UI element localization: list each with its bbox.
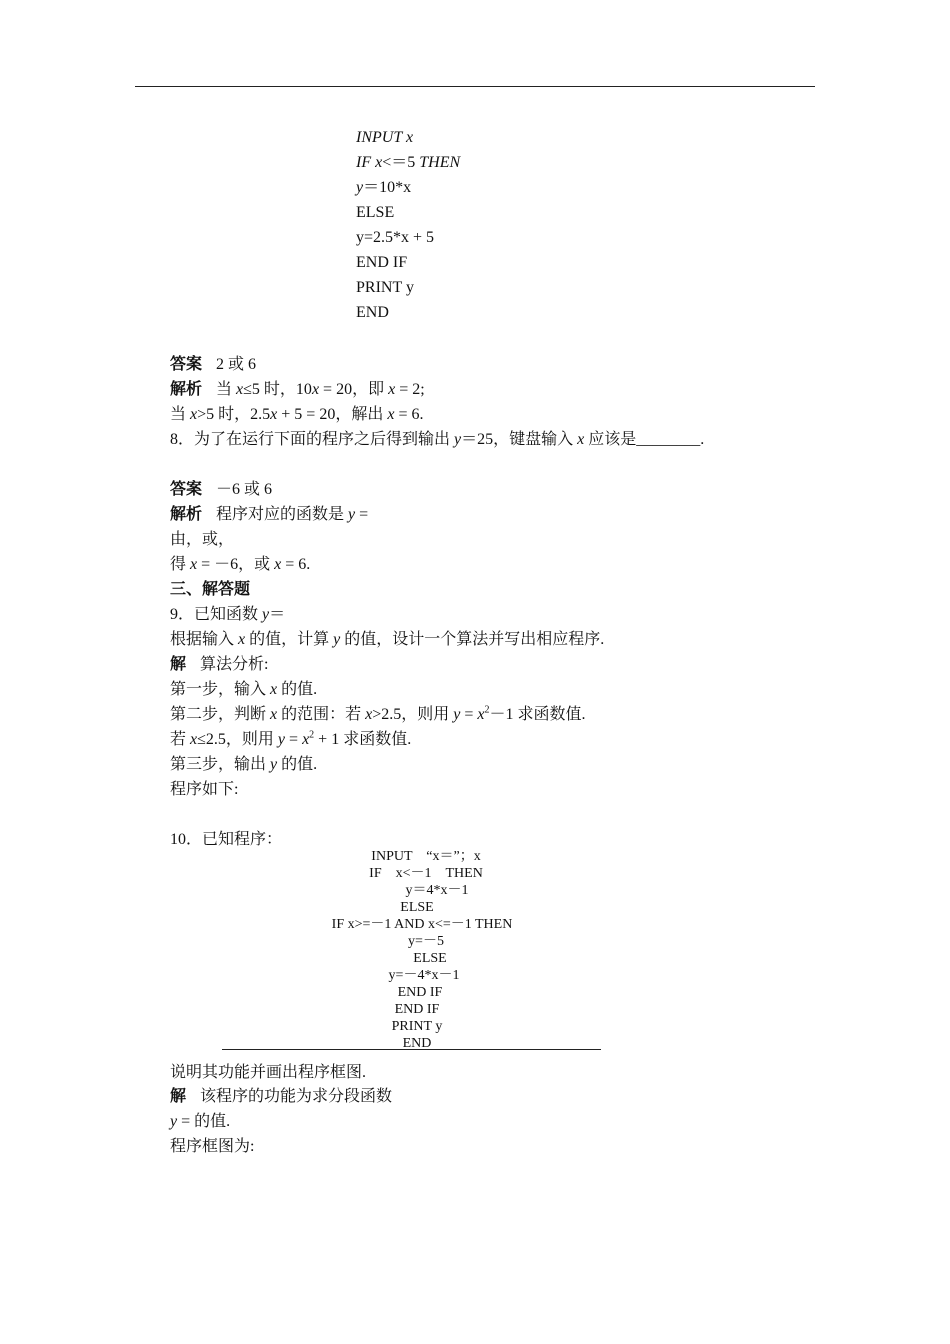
q7-analysis-2: 当 x>5 时，2.5x + 5 = 20，解出 x = 6. <box>170 406 424 423</box>
code-underline <box>222 1049 601 1050</box>
section-title: 三、解答题 <box>170 581 251 598</box>
code-line: y=－5 <box>408 934 444 949</box>
code-line: y＝10*x <box>356 179 412 196</box>
q7-analysis: 解析 当 x≤5 时，10x = 20，即 x = 2; <box>170 381 425 398</box>
code-line: IF x>=－1 AND x<=－1 THEN <box>331 917 513 932</box>
header-rule <box>135 86 815 87</box>
code-line: y=2.5*x + 5 <box>356 229 435 246</box>
code-line: END IF <box>356 254 408 271</box>
code-line: PRINT y <box>391 1019 443 1034</box>
q8-analysis: 解析 程序对应的函数是 y = <box>170 506 369 523</box>
code-line: ELSE <box>413 951 447 966</box>
code-line: ELSE <box>356 204 395 221</box>
q7-answer: 答案 2 或 6 <box>170 356 257 373</box>
q10-line3: 程序框图为: <box>170 1138 255 1155</box>
q8-analysis-2: 由，或， <box>170 531 235 548</box>
q9-solution: 解 算法分析: <box>170 656 269 673</box>
code-line: y=－4*x－1 <box>388 968 460 983</box>
q9-step1: 第一步，输入 x 的值. <box>170 681 318 698</box>
q9-question: 9．已知函数 y＝ <box>170 606 286 623</box>
code-line: IF x<－1 THEN <box>369 866 483 881</box>
q10-line2: y = 的值. <box>170 1113 231 1130</box>
code-line: IF x<＝5 THEN <box>356 154 461 171</box>
code-line: INPUT “x＝”；x <box>371 849 481 864</box>
q9-step3: 第三步，输出 y 的值. <box>170 756 318 773</box>
q8-answer: 答案 －6 或 6 <box>170 481 273 498</box>
q10-after: 说明其功能并画出程序框图. <box>170 1064 367 1081</box>
q10-question: 10．已知程序： <box>170 831 283 848</box>
q9-program-intro: 程序如下: <box>170 781 239 798</box>
code-line: END IF <box>397 985 443 1000</box>
q8-question: 8．为了在运行下面的程序之后得到输出 y＝25，键盘输入 x 应该是________. <box>170 431 705 448</box>
code-line: END IF <box>394 1002 440 1017</box>
q8-analysis-3: 得 x = －6，或 x = 6. <box>170 556 311 573</box>
q10-solution: 解 该程序的功能为求分段函数 <box>170 1088 393 1105</box>
code-line: PRINT y <box>356 279 414 296</box>
code-line: INPUT x <box>356 129 414 146</box>
q9-line2: 根据输入 x 的值，计算 y 的值，设计一个算法并写出相应程序. <box>170 631 605 648</box>
q9-step2: 第二步，判断 x 的范围：若 x>2.5，则用 $y = x^2-1$ 求函数值. <box>170 704 586 723</box>
q9-step2b: 若 x≤2.5，则用 $y = x^2 + 1$ 求函数值. <box>170 729 412 748</box>
code-line: y＝4*x－1 <box>405 883 469 898</box>
code-line: END <box>402 1036 432 1051</box>
code-line: END <box>356 304 389 321</box>
code-line: ELSE <box>400 900 434 915</box>
